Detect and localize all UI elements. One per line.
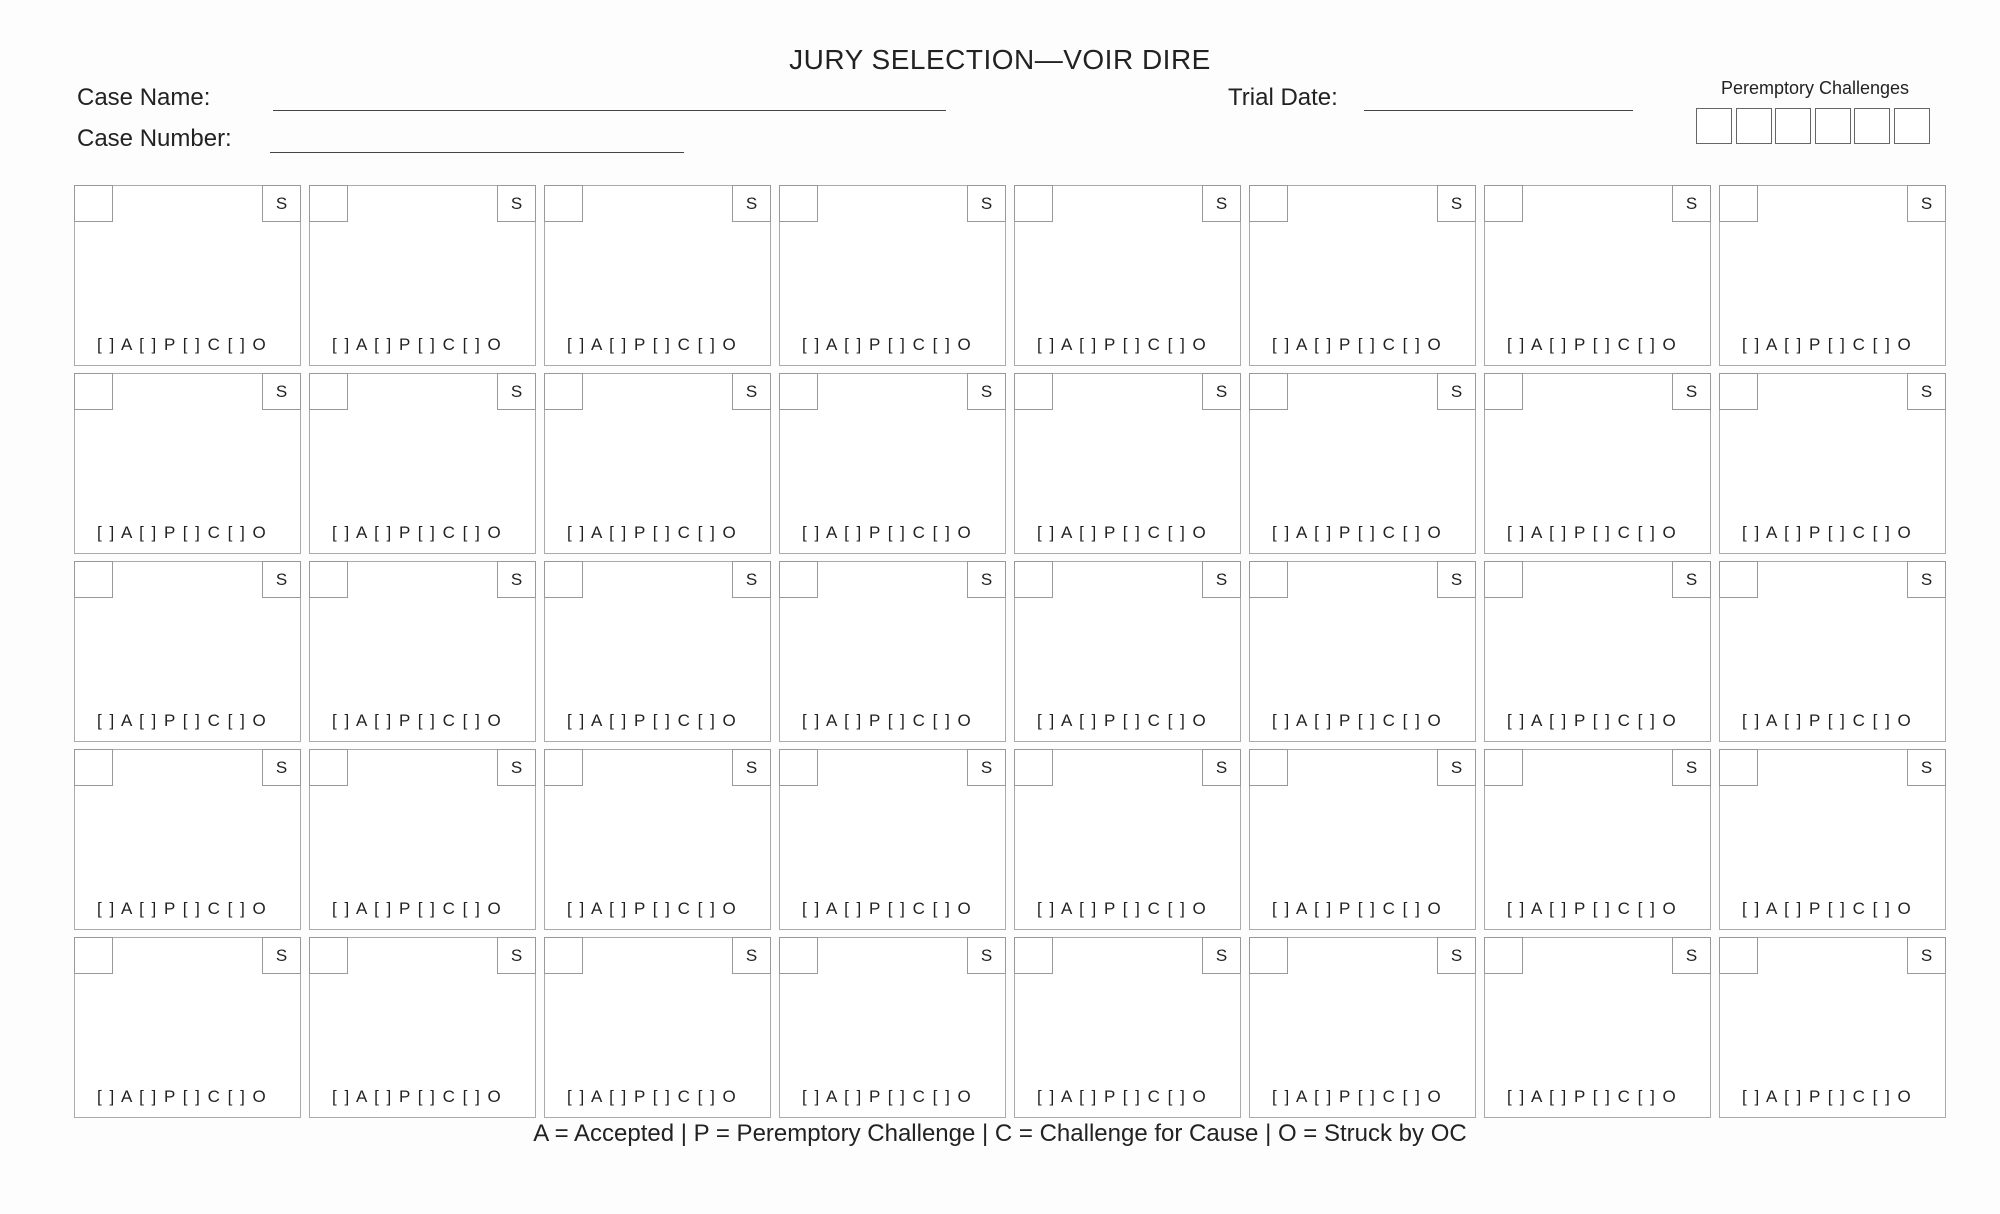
juror-card[interactable]	[309, 373, 536, 554]
juror-card[interactable]	[74, 561, 301, 742]
juror-number-box[interactable]	[1249, 749, 1288, 786]
strike-box[interactable]: S	[967, 185, 1006, 222]
strike-box[interactable]: S	[967, 561, 1006, 598]
juror-number-box[interactable]	[1484, 561, 1523, 598]
juror-card[interactable]	[309, 749, 536, 930]
juror-card[interactable]	[74, 749, 301, 930]
strike-box[interactable]: S	[1672, 373, 1711, 410]
peremptory-challenges-label: Peremptory Challenges	[1720, 78, 1910, 98]
strike-box[interactable]: S	[967, 937, 1006, 974]
juror-number-box[interactable]	[1014, 937, 1053, 974]
juror-card[interactable]	[544, 185, 771, 366]
juror-number-box[interactable]	[544, 185, 583, 222]
strike-box[interactable]: S	[262, 937, 301, 974]
strike-box[interactable]: S	[732, 937, 771, 974]
juror-card[interactable]	[1249, 561, 1476, 742]
juror-status-options[interactable]: [ ] A [ ] P [ ] C [ ] O	[332, 335, 503, 354]
juror-status-options[interactable]: [ ] A [ ] P [ ] C [ ] O	[1507, 1087, 1678, 1106]
juror-number-box[interactable]	[1014, 749, 1053, 786]
trial-date-field[interactable]	[1364, 110, 1633, 111]
juror-card[interactable]	[309, 937, 536, 1118]
strike-box[interactable]: S	[262, 185, 301, 222]
juror-status-options[interactable]: [ ] A [ ] P [ ] C [ ] O	[802, 1087, 973, 1106]
juror-card[interactable]	[1484, 561, 1711, 742]
juror-status-options[interactable]: [ ] A [ ] P [ ] C [ ] O	[332, 523, 503, 542]
juror-number-box[interactable]	[1719, 185, 1758, 222]
juror-status-options[interactable]: [ ] A [ ] P [ ] C [ ] O	[1507, 335, 1678, 354]
juror-card[interactable]	[779, 561, 1006, 742]
juror-number-box[interactable]	[1014, 561, 1053, 598]
juror-status-options[interactable]: [ ] A [ ] P [ ] C [ ] O	[332, 711, 503, 730]
juror-status-options[interactable]: [ ] A [ ] P [ ] C [ ] O	[97, 711, 268, 730]
juror-status-options[interactable]: [ ] A [ ] P [ ] C [ ] O	[97, 523, 268, 542]
juror-number-box[interactable]	[74, 937, 113, 974]
juror-number-box[interactable]	[544, 561, 583, 598]
juror-status-options[interactable]: [ ] A [ ] P [ ] C [ ] O	[1272, 1087, 1443, 1106]
juror-card[interactable]	[1249, 185, 1476, 366]
juror-number-box[interactable]	[1484, 185, 1523, 222]
juror-number-box[interactable]	[779, 185, 818, 222]
juror-status-options[interactable]: [ ] A [ ] P [ ] C [ ] O	[802, 899, 973, 918]
strike-box[interactable]: S	[967, 373, 1006, 410]
juror-card[interactable]	[1484, 373, 1711, 554]
juror-status-options[interactable]: [ ] A [ ] P [ ] C [ ] O	[567, 523, 738, 542]
trial-date-label: Trial Date:	[1228, 84, 1338, 111]
juror-number-box[interactable]	[74, 749, 113, 786]
juror-status-options[interactable]: [ ] A [ ] P [ ] C [ ] O	[567, 899, 738, 918]
juror-card[interactable]	[1014, 937, 1241, 1118]
peremptory-challenge-box[interactable]	[1775, 108, 1811, 144]
strike-box[interactable]: S	[262, 749, 301, 786]
strike-box[interactable]: S	[1202, 373, 1241, 410]
juror-card[interactable]	[779, 937, 1006, 1118]
juror-card[interactable]	[1719, 561, 1946, 742]
strike-box[interactable]: S	[1437, 185, 1476, 222]
juror-status-options[interactable]: [ ] A [ ] P [ ] C [ ] O	[1507, 711, 1678, 730]
strike-box[interactable]: S	[732, 373, 771, 410]
juror-card[interactable]	[1719, 185, 1946, 366]
juror-number-box[interactable]	[779, 561, 818, 598]
juror-status-options[interactable]: [ ] A [ ] P [ ] C [ ] O	[1272, 899, 1443, 918]
juror-status-options[interactable]: [ ] A [ ] P [ ] C [ ] O	[97, 899, 268, 918]
juror-status-options[interactable]: [ ] A [ ] P [ ] C [ ] O	[332, 899, 503, 918]
juror-number-box[interactable]	[1719, 561, 1758, 598]
juror-number-box[interactable]	[74, 561, 113, 598]
strike-box[interactable]: S	[1437, 373, 1476, 410]
juror-card[interactable]	[544, 749, 771, 930]
juror-status-options[interactable]: [ ] A [ ] P [ ] C [ ] O	[97, 335, 268, 354]
strike-box[interactable]: S	[1672, 937, 1711, 974]
juror-card[interactable]	[1249, 749, 1476, 930]
juror-card[interactable]	[74, 373, 301, 554]
juror-number-box[interactable]	[74, 185, 113, 222]
juror-status-options[interactable]: [ ] A [ ] P [ ] C [ ] O	[802, 335, 973, 354]
juror-number-box[interactable]	[1249, 937, 1288, 974]
juror-card[interactable]	[779, 373, 1006, 554]
strike-box[interactable]: S	[1907, 561, 1946, 598]
juror-number-box[interactable]	[309, 185, 348, 222]
juror-card[interactable]	[544, 937, 771, 1118]
peremptory-challenge-boxes	[1696, 108, 1930, 144]
strike-box[interactable]: S	[732, 561, 771, 598]
legend: A = Accepted | P = Peremptory Challenge | C = Challenge for Cause | O = Struck by OC	[533, 1120, 1467, 1147]
juror-number-box[interactable]	[309, 561, 348, 598]
strike-box[interactable]: S	[732, 749, 771, 786]
juror-number-box[interactable]	[1249, 185, 1288, 222]
strike-box[interactable]: S	[1907, 749, 1946, 786]
case-name-label: Case Name:	[77, 84, 211, 111]
strike-box[interactable]: S	[497, 373, 536, 410]
juror-card[interactable]	[1014, 185, 1241, 366]
juror-card[interactable]	[1719, 749, 1946, 930]
juror-status-options[interactable]: [ ] A [ ] P [ ] C [ ] O	[1507, 523, 1678, 542]
juror-number-box[interactable]	[309, 937, 348, 974]
strike-box[interactable]: S	[1907, 185, 1946, 222]
peremptory-challenge-box[interactable]	[1854, 108, 1890, 144]
juror-card[interactable]	[779, 185, 1006, 366]
peremptory-challenge-box[interactable]	[1696, 108, 1732, 144]
juror-number-box[interactable]	[309, 373, 348, 410]
juror-number-box[interactable]	[1719, 749, 1758, 786]
juror-status-options[interactable]: [ ] A [ ] P [ ] C [ ] O	[1272, 335, 1443, 354]
juror-card[interactable]	[1249, 373, 1476, 554]
juror-status-options[interactable]: [ ] A [ ] P [ ] C [ ] O	[1507, 899, 1678, 918]
strike-box[interactable]: S	[732, 185, 771, 222]
strike-box[interactable]: S	[1437, 561, 1476, 598]
peremptory-challenge-box[interactable]	[1894, 108, 1930, 144]
juror-status-options[interactable]: [ ] A [ ] P [ ] C [ ] O	[1037, 335, 1208, 354]
juror-number-box[interactable]	[1484, 373, 1523, 410]
juror-status-options[interactable]: [ ] A [ ] P [ ] C [ ] O	[1272, 711, 1443, 730]
juror-number-box[interactable]	[1249, 373, 1288, 410]
juror-card[interactable]	[779, 749, 1006, 930]
juror-status-options[interactable]: [ ] A [ ] P [ ] C [ ] O	[567, 1087, 738, 1106]
juror-grid	[74, 185, 1946, 1118]
strike-box[interactable]: S	[1202, 749, 1241, 786]
juror-status-options[interactable]: [ ] A [ ] P [ ] C [ ] O	[1742, 335, 1913, 354]
strike-box[interactable]: S	[1202, 937, 1241, 974]
juror-status-options[interactable]: [ ] A [ ] P [ ] C [ ] O	[1037, 899, 1208, 918]
juror-number-box[interactable]	[779, 749, 818, 786]
juror-number-box[interactable]	[544, 937, 583, 974]
strike-box[interactable]: S	[1672, 749, 1711, 786]
juror-status-options[interactable]: [ ] A [ ] P [ ] C [ ] O	[1742, 1087, 1913, 1106]
strike-box[interactable]: S	[497, 185, 536, 222]
juror-status-options[interactable]: [ ] A [ ] P [ ] C [ ] O	[97, 1087, 268, 1106]
juror-number-box[interactable]	[544, 373, 583, 410]
case-name-field[interactable]	[273, 110, 946, 111]
form-title: JURY SELECTION—VOIR DIRE	[789, 44, 1211, 75]
juror-card[interactable]	[1014, 561, 1241, 742]
juror-number-box[interactable]	[779, 373, 818, 410]
strike-box[interactable]: S	[1202, 561, 1241, 598]
juror-card[interactable]	[309, 561, 536, 742]
juror-card[interactable]	[1719, 937, 1946, 1118]
juror-card[interactable]	[74, 937, 301, 1118]
juror-status-options[interactable]: [ ] A [ ] P [ ] C [ ] O	[1037, 523, 1208, 542]
strike-box[interactable]: S	[1202, 185, 1241, 222]
case-number-field[interactable]	[270, 152, 684, 153]
juror-status-options[interactable]: [ ] A [ ] P [ ] C [ ] O	[567, 335, 738, 354]
juror-number-box[interactable]	[544, 749, 583, 786]
juror-number-box[interactable]	[1014, 185, 1053, 222]
peremptory-challenge-box[interactable]	[1736, 108, 1772, 144]
juror-status-options[interactable]: [ ] A [ ] P [ ] C [ ] O	[1742, 523, 1913, 542]
strike-box[interactable]: S	[1672, 185, 1711, 222]
juror-number-box[interactable]	[74, 373, 113, 410]
strike-box[interactable]: S	[262, 561, 301, 598]
juror-card[interactable]	[1484, 749, 1711, 930]
strike-box[interactable]: S	[497, 937, 536, 974]
strike-box[interactable]: S	[967, 749, 1006, 786]
juror-number-box[interactable]	[1484, 937, 1523, 974]
juror-number-box[interactable]	[779, 937, 818, 974]
juror-status-options[interactable]: [ ] A [ ] P [ ] C [ ] O	[1742, 711, 1913, 730]
juror-number-box[interactable]	[309, 749, 348, 786]
juror-status-options[interactable]: [ ] A [ ] P [ ] C [ ] O	[1037, 711, 1208, 730]
juror-card[interactable]	[1719, 373, 1946, 554]
strike-box[interactable]: S	[1907, 937, 1946, 974]
strike-box[interactable]: S	[1672, 561, 1711, 598]
juror-number-box[interactable]	[1719, 373, 1758, 410]
juror-card[interactable]	[1014, 373, 1241, 554]
strike-box[interactable]: S	[1437, 749, 1476, 786]
case-number-label: Case Number:	[77, 125, 232, 152]
juror-status-options[interactable]: [ ] A [ ] P [ ] C [ ] O	[567, 711, 738, 730]
juror-card[interactable]	[1014, 749, 1241, 930]
juror-status-options[interactable]: [ ] A [ ] P [ ] C [ ] O	[1272, 523, 1443, 542]
juror-status-options[interactable]: [ ] A [ ] P [ ] C [ ] O	[332, 1087, 503, 1106]
juror-status-options[interactable]: [ ] A [ ] P [ ] C [ ] O	[1037, 1087, 1208, 1106]
juror-number-box[interactable]	[1484, 749, 1523, 786]
juror-status-options[interactable]: [ ] A [ ] P [ ] C [ ] O	[802, 711, 973, 730]
peremptory-challenge-box[interactable]	[1815, 108, 1851, 144]
juror-number-box[interactable]	[1249, 561, 1288, 598]
juror-card[interactable]	[309, 185, 536, 366]
juror-card[interactable]	[544, 561, 771, 742]
strike-box[interactable]: S	[1437, 937, 1476, 974]
juror-card[interactable]	[1249, 937, 1476, 1118]
juror-status-options[interactable]: [ ] A [ ] P [ ] C [ ] O	[802, 523, 973, 542]
strike-box[interactable]: S	[1907, 373, 1946, 410]
juror-card[interactable]	[1484, 185, 1711, 366]
juror-number-box[interactable]	[1014, 373, 1053, 410]
juror-card[interactable]	[544, 373, 771, 554]
strike-box[interactable]: S	[497, 561, 536, 598]
strike-box[interactable]: S	[497, 749, 536, 786]
juror-status-options[interactable]: [ ] A [ ] P [ ] C [ ] O	[1742, 899, 1913, 918]
juror-number-box[interactable]	[1719, 937, 1758, 974]
juror-card[interactable]	[1484, 937, 1711, 1118]
juror-card[interactable]	[74, 185, 301, 366]
strike-box[interactable]: S	[262, 373, 301, 410]
